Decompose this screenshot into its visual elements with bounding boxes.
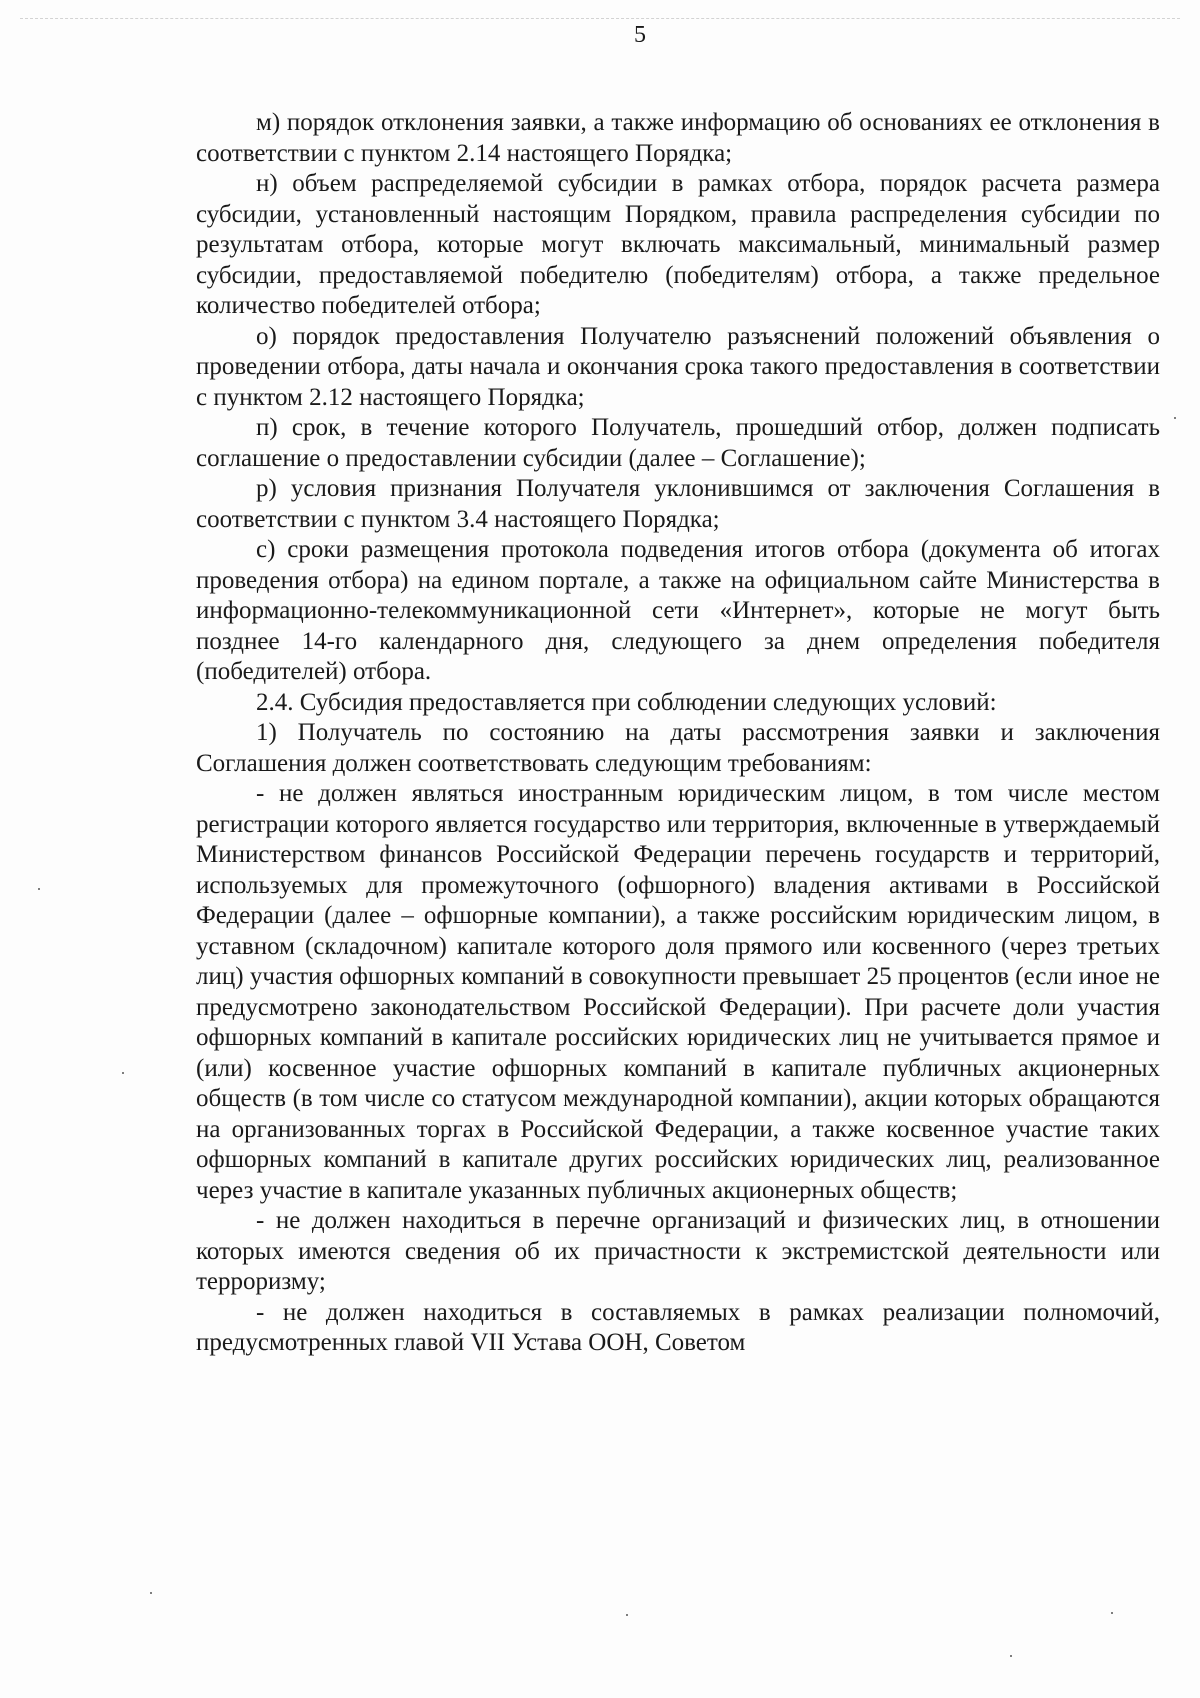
- paragraph-requirement-extremism: - не должен находиться в перечне организаций и физических лиц, в отношении которых имеются сведения об их причастности к экстремистской деятельности или терроризму;: [196, 1207, 1160, 1295]
- paragraph-n: н) объем распределяемой субсидии в рамках отбора, порядок расчета размера субсидии, установленный настоящим Порядком, правила распределения субсидии по результатам отбора, которые могут включать максимальный, минимальный размер субсидии, предоставляемой победителю (победителям) отбора, а также предельное количество победителей отбора;: [196, 170, 1160, 319]
- paragraph-condition-1: 1) Получатель по состоянию на даты рассмотрения заявки и заключения Соглашения должен соответствовать следующим требованиям:: [196, 719, 1160, 777]
- scan-speck: [122, 1072, 124, 1074]
- paragraph-requirement-un-lists: - не должен находиться в составляемых в рамках реализации полномочий, предусмотренных главой VII Устава ООН, Советом: [196, 1298, 1160, 1356]
- scan-speck: [38, 888, 40, 890]
- paragraph-2-4: 2.4. Субсидия предоставляется при соблюдении следующих условий:: [256, 688, 997, 716]
- scan-speck: [626, 1614, 628, 1616]
- page-number: 5: [634, 22, 646, 48]
- scan-speck: [1174, 417, 1176, 419]
- paragraph-p: п) срок, в течение которого Получатель, прошедший отбор, должен подписать соглашение о предоставлении субсидии (далее – Соглашение);: [196, 414, 1160, 472]
- paragraph-o: о) порядок предоставления Получателю разъяснений положений объявления о проведении отбора, даты начала и окончания срока такого предоставления в соответствии с пунктом 2.12 настоящего Порядка;: [196, 322, 1160, 411]
- paragraph-r: р) условия признания Получателя уклонившимся от заключения Соглашения в соответствии с пунктом 3.4 настоящего Порядка;: [196, 475, 1160, 533]
- paragraph-s: с) сроки размещения протокола подведения итогов отбора (документа об итогах проведения отбора) на едином портале, а также на официальном сайте Министерства в информационно-телекоммуникационной сети «Интернет», которые не могут быть позднее 14-го календарного дня, следующего за днем определения победителя (победителей) отбора.: [196, 536, 1160, 685]
- paragraph-m: м) порядок отклонения заявки, а также информацию об основаниях ее отклонения в соответствии с пунктом 2.14 настоящего Порядка;: [196, 109, 1160, 167]
- scan-edge-line: [20, 18, 1180, 19]
- paragraph-requirement-offshore: - не должен являться иностранным юридическим лицом, в том числе местом регистрации которого является государство или территория, включенные в утверждаемый Министерством финансов Российской Федерации перечень государств и территорий, используемых для промежуточного (офшорного) владения активами в Российской Федерации (далее – офшорные компании), а также российским юридическим лицом, в уставном (складочном) капитале которого доля прямого или косвенного (через третьих лиц) участия офшорных компаний в совокупности превышает 25 процентов (если иное не предусмотрено законодательством Российской Федерации). При расчете доли участия офшорных компаний в капитале российских юридических лиц не учитывается прямое и (или) косвенное участие офшорных компаний в капитале публичных акционерных обществ (в том числе со статусом международной компании), акции которых обращаются на организованных торгах в Российской Федерации, а также косвенное участие таких офшорных компаний в капитале других российских юридических лиц, реализованное через участие в капитале указанных публичных акционерных обществ;: [196, 780, 1160, 1204]
- scan-speck: [1010, 1655, 1012, 1657]
- scan-speck: [1111, 1612, 1113, 1614]
- scan-speck: [150, 1592, 152, 1594]
- document-body: [196, 108, 1160, 1359]
